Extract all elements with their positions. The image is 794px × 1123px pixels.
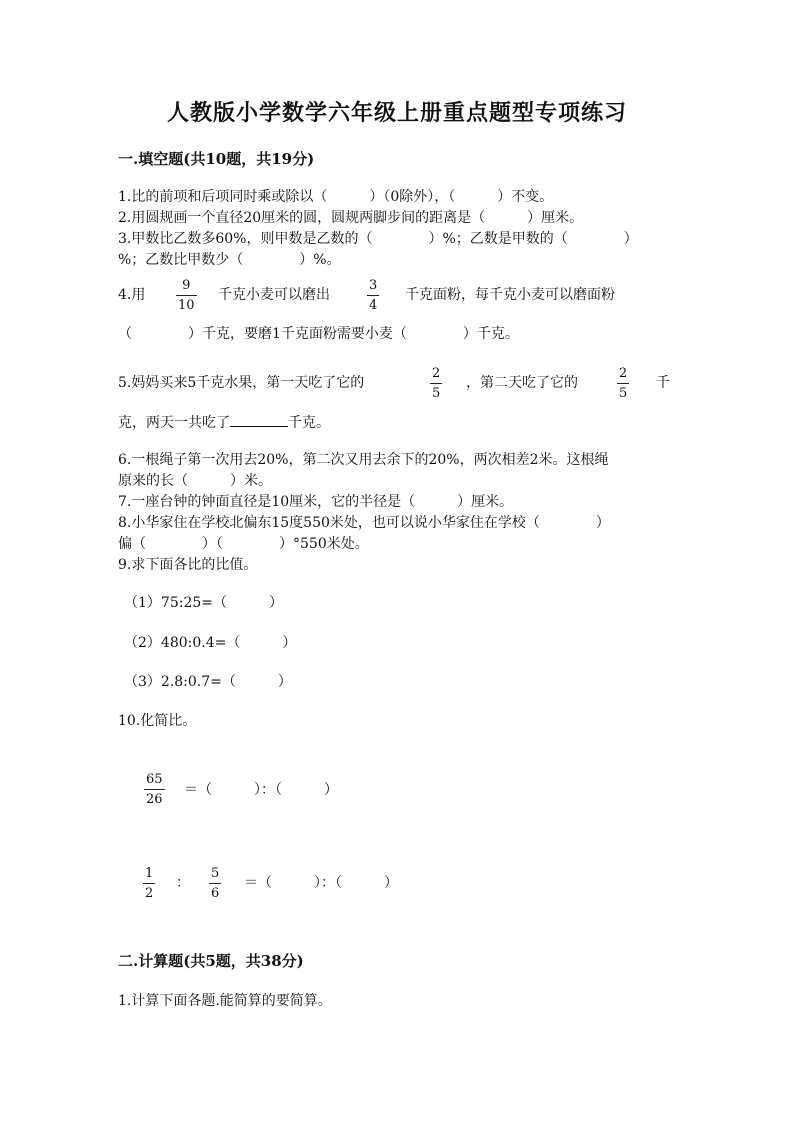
question-10-fraction-b1 (143, 866, 155, 901)
page-title: 人教版小学数学六年级上册重点题型专项练习 (166, 100, 627, 126)
question-10: 10.化简比。 (118, 713, 197, 729)
question-10-fraction-a (144, 772, 165, 807)
fraction-denominator: 5 (619, 386, 628, 401)
question-9: 9.求下面各比的比值。 (118, 557, 258, 573)
fraction-bar (367, 295, 379, 296)
question-9-item-1: （1）75:25=（ ） (124, 595, 283, 611)
ratio-colon: ： (176, 875, 190, 891)
section-2-heading: 二.计算题(共5题，共38分) (118, 952, 304, 970)
question-5-fraction-1 (430, 366, 442, 401)
fraction-numerator: 2 (619, 366, 628, 381)
fraction-denominator: 10 (178, 298, 195, 313)
fraction-numerator: 2 (432, 366, 441, 381)
fraction-denominator: 26 (146, 792, 163, 807)
question-5-part-c: 千 (656, 375, 670, 391)
question-10-b-answer: ＝（ ）：（ ） (244, 875, 398, 891)
question-3-line-2: %；乙数比甲数少（ ）%。 (118, 252, 341, 268)
section-1-heading: 一.填空题(共10题，共19分) (118, 150, 315, 168)
question-5-part-a: 5.妈妈买来5千克水果，第一天吃了它的 (118, 375, 365, 391)
fraction-denominator: 4 (369, 298, 378, 313)
question-8-line-1: 8.小华家住在学校北偏东15度550米处，也可以说小华家住在学校（ ） (118, 515, 610, 531)
fraction-numerator: 5 (211, 866, 220, 881)
question-5-line-2-text-b: 千克。 (288, 415, 330, 431)
fraction-denominator: 2 (145, 886, 154, 901)
question-5-fraction-2 (617, 366, 629, 401)
fraction-bar (430, 383, 442, 384)
question-7: 7.一座台钟的钟面直径是10厘米，它的半径是（ ）厘米。 (118, 494, 514, 510)
question-8-line-2: 偏（ ）（ ）°550米处。 (118, 536, 369, 552)
fraction-bar (617, 383, 629, 384)
question-4-part-a: 4.用 (118, 287, 146, 303)
question-4-line-2: （ ）千克，要磨1千克面粉需要小麦（ ）千克。 (118, 326, 519, 342)
question-10-a-answer: ＝（ ）：（ ） (184, 782, 338, 798)
question-10-fraction-b2 (209, 866, 221, 901)
fraction-denominator: 5 (432, 386, 441, 401)
fraction-bar (143, 883, 155, 884)
question-2: 2.用圆规画一个直径20厘米的圆，圆规两脚步间的距离是（ ）厘米。 (118, 210, 584, 226)
question-9-item-3: （3）2.8:0.7=（ ） (124, 674, 292, 690)
fraction-bar (176, 295, 197, 296)
fraction-bar (144, 789, 165, 790)
fraction-numerator: 65 (146, 772, 163, 787)
question-3-line-1: 3.甲数比乙数多60%，则甲数是乙数的（ ）%；乙数是甲数的（ ） (118, 231, 638, 247)
question-9-item-2: （2）480:0.4=（ ） (124, 635, 297, 651)
question-4-part-b: 千克小麦可以磨出 (218, 287, 330, 303)
question-5-line-2 (118, 412, 330, 432)
fraction-bar (209, 883, 221, 884)
fraction-denominator: 6 (211, 886, 220, 901)
question-5-part-b: ，第二天吃了它的 (466, 375, 578, 391)
question-4-fraction-2 (367, 278, 379, 313)
question-4-fraction-1 (176, 278, 197, 313)
fraction-numerator: 1 (145, 866, 154, 881)
section-2-question-1: 1.计算下面各题.能简算的要简算。 (118, 993, 332, 1009)
question-5-line-2-text-a: 克，两天一共吃了 (118, 415, 230, 431)
fraction-numerator: 3 (369, 278, 378, 293)
question-1: 1.比的前项和后项同时乘或除以（ ）（0除外），（ ）不变。 (118, 189, 554, 205)
question-4-part-c: 千克面粉，每千克小麦可以磨面粉 (405, 287, 615, 303)
answer-blank-line (230, 412, 288, 427)
fraction-numerator: 9 (182, 278, 191, 293)
question-6-line-1: 6.一根绳子第一次用去20%，第二次又用去余下的20%，两次相差2米。这根绳 (118, 452, 609, 468)
question-6-line-2: 原来的长（ ）米。 (118, 473, 272, 489)
